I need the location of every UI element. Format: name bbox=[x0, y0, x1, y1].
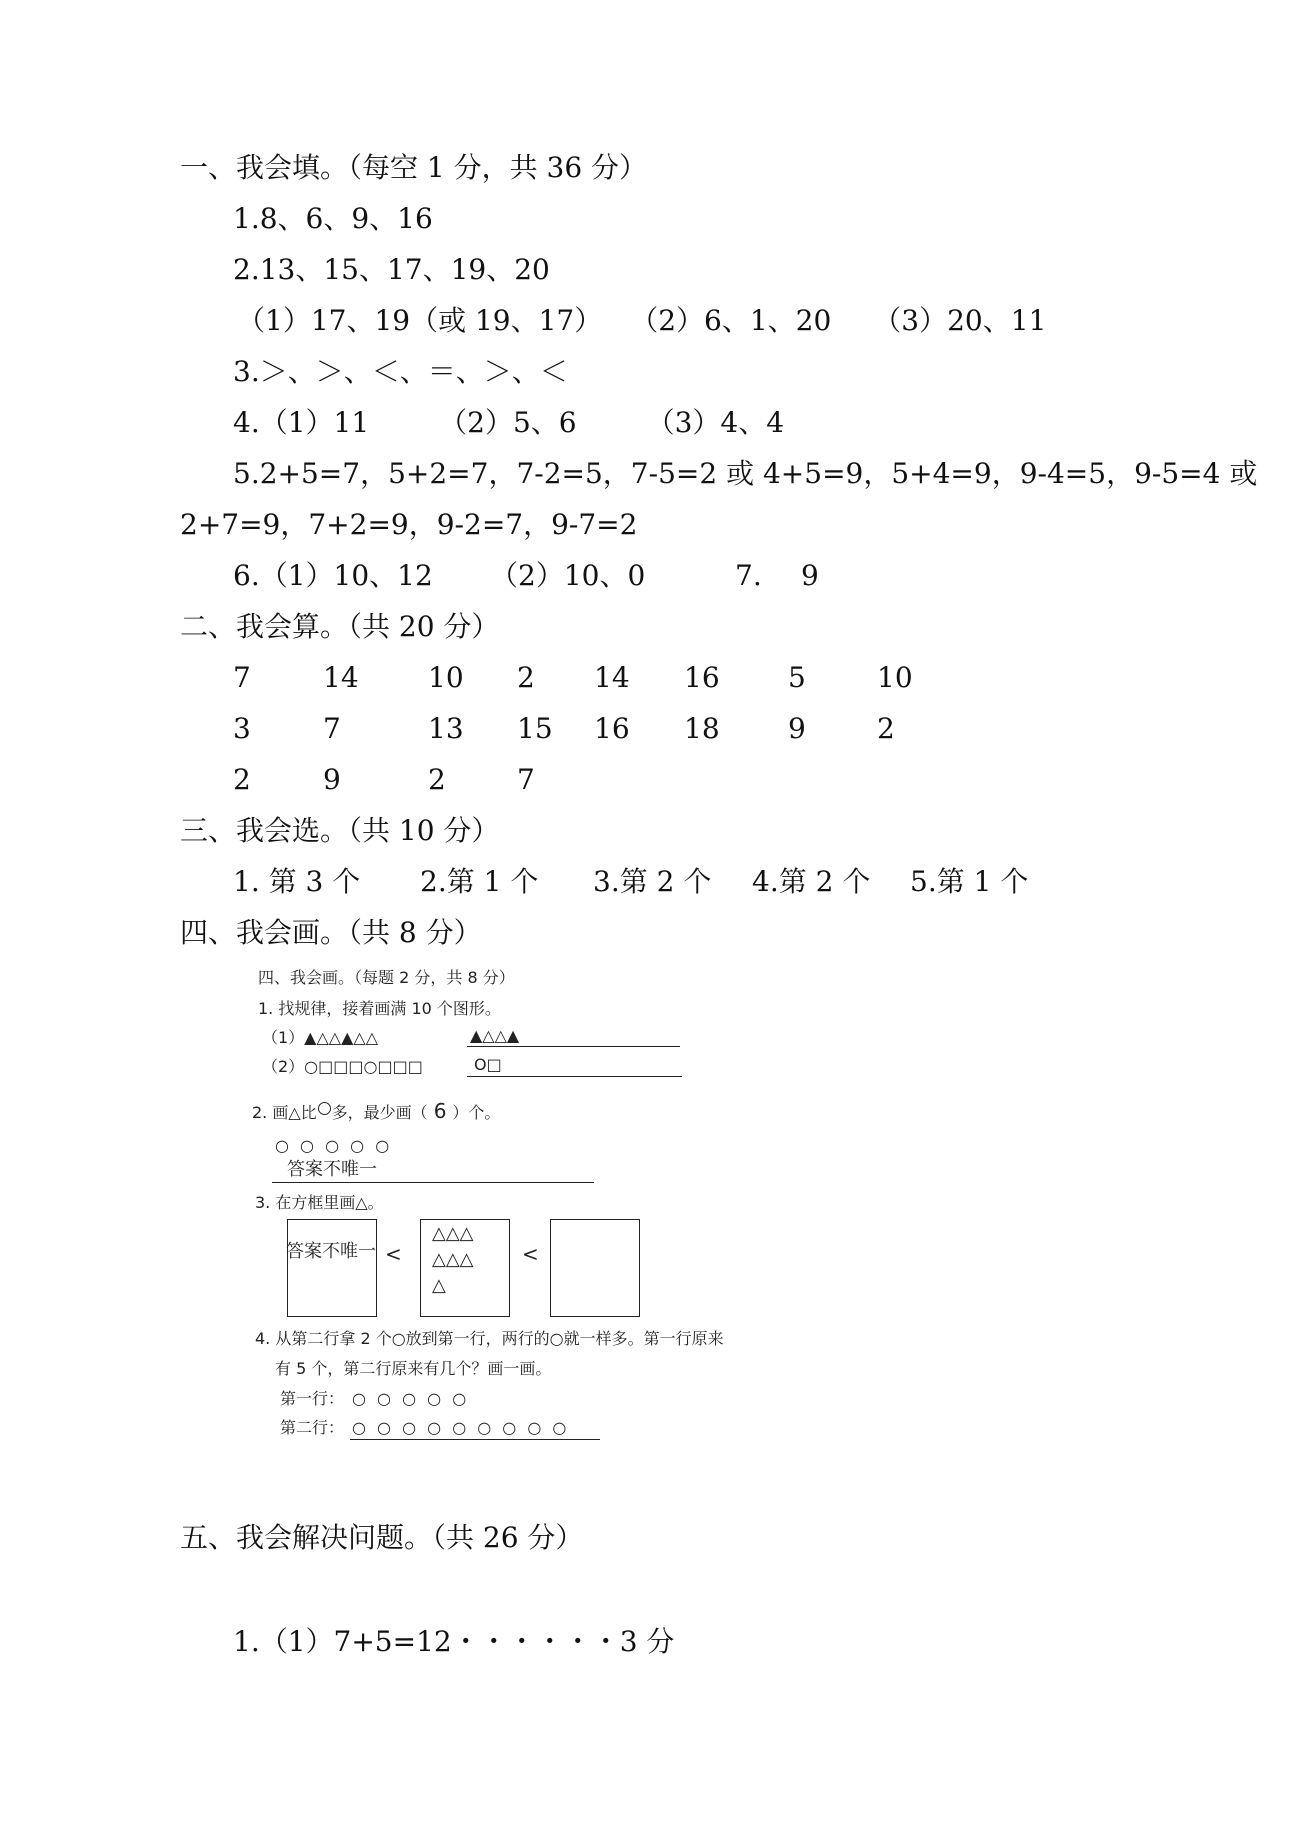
answer-line: 9 bbox=[801, 559, 819, 592]
section-1-title: 一、我会填。（每空 1 分，共 36 分） bbox=[180, 151, 648, 184]
inset-q2-answer: 6 bbox=[433, 1099, 447, 1123]
inset-q1a-answer: ▲△△▲ bbox=[470, 1026, 520, 1045]
calc-answer: 9 bbox=[788, 712, 806, 745]
choice-answer: 2.第 1 个 bbox=[420, 865, 539, 898]
answer-box bbox=[287, 1219, 377, 1317]
answer-line: （1）17、19（或 19、17） （2）6、1、20 （3）20、11 bbox=[237, 304, 1047, 337]
inset-q4-line2: 有 5 个，第二行原来有几个？画一画。 bbox=[275, 1359, 552, 1378]
answer-line: 1.8、6、9、16 bbox=[233, 202, 433, 235]
inset-q4-row2-label: 第二行： bbox=[280, 1418, 345, 1437]
calc-answer: 2 bbox=[877, 712, 895, 745]
choice-answer: 3.第 2 个 bbox=[593, 865, 712, 898]
inset-q2-circles: ○ ○ ○ ○ ○ bbox=[275, 1136, 393, 1155]
section-3-title: 三、我会选。（共 10 分） bbox=[180, 814, 500, 847]
calc-answer: 7 bbox=[323, 712, 341, 745]
inset-q2-pre: 2. 画△比 bbox=[252, 1103, 317, 1122]
inset-q2-mid: 多，最少画（ bbox=[331, 1103, 428, 1122]
circle-icon bbox=[318, 1102, 331, 1115]
choice-answer: 4.第 2 个 bbox=[752, 865, 871, 898]
answer-line: 5.2+5=7，5+2=7，7-2=5，7-5=2 或 4+5=9，5+4=9，9-4=5，9-5=4 或 bbox=[233, 457, 1258, 490]
calc-answer: 16 bbox=[594, 712, 630, 745]
answer-underline bbox=[272, 1182, 594, 1183]
inset-q3: 3. 在方框里画△。 bbox=[255, 1193, 384, 1212]
calc-answer: 9 bbox=[323, 763, 341, 796]
inset-q4-row1-circles: ○ ○ ○ ○ ○ bbox=[352, 1389, 470, 1408]
inset-q1b-label: （2）○□□□○□□□ bbox=[262, 1057, 423, 1076]
section-4-title: 四、我会画。（共 8 分） bbox=[180, 916, 482, 949]
inset-q2-post: ）个。 bbox=[452, 1103, 501, 1122]
calc-answer: 18 bbox=[684, 712, 720, 745]
calc-answer: 2 bbox=[517, 661, 535, 694]
answer-line: 2+7=9，7+2=9，9-2=7，9-7=2 bbox=[180, 508, 638, 541]
answer-line: 1.（1）7+5=12・・・・・・3 分 bbox=[233, 1625, 675, 1658]
inset-q4-row2-circles: ○ ○ ○ ○ ○ ○ ○ ○ ○ bbox=[352, 1418, 570, 1437]
choice-answer: 5.第 1 个 bbox=[910, 865, 1029, 898]
calc-answer: 2 bbox=[233, 763, 251, 796]
calc-answer: 16 bbox=[684, 661, 720, 694]
calc-answer: 7 bbox=[517, 763, 535, 796]
choice-answer: 1. 第 3 个 bbox=[233, 865, 361, 898]
less-than-sign: < bbox=[522, 1242, 539, 1266]
section-2-title: 二、我会算。（共 20 分） bbox=[180, 610, 500, 643]
less-than-sign: < bbox=[385, 1242, 402, 1266]
inset-q1b-answer: O□ bbox=[474, 1055, 502, 1074]
inset-title: 四、我会画。（每题 2 分，共 8 分） bbox=[258, 968, 515, 987]
box-triangles: △ bbox=[432, 1275, 446, 1296]
calc-answer: 14 bbox=[323, 661, 359, 694]
box-triangles: △△△ bbox=[432, 1249, 474, 1270]
inset-q2 bbox=[252, 1101, 500, 1123]
calc-answer: 10 bbox=[877, 661, 913, 694]
inset-q3-box1-note: 答案不唯一 bbox=[286, 1241, 376, 1262]
calc-answer: 7 bbox=[233, 661, 251, 694]
inset-q4-line1: 4. 从第二行拿 2 个○放到第一行，两行的○就一样多。第一行原来 bbox=[255, 1329, 724, 1348]
inset-q1: 1. 找规律，接着画满 10 个图形。 bbox=[258, 999, 501, 1018]
calc-answer: 3 bbox=[233, 712, 251, 745]
answer-line: 6.（1）10、12 bbox=[233, 559, 433, 592]
box-triangles: △△△ bbox=[432, 1223, 474, 1244]
calc-answer: 13 bbox=[428, 712, 464, 745]
calc-answer: 15 bbox=[517, 712, 553, 745]
answer-line: 3.＞、＞、＜、＝、＞、＜ bbox=[233, 355, 568, 388]
calc-answer: 5 bbox=[788, 661, 806, 694]
answer-line: 2.13、15、17、19、20 bbox=[233, 253, 550, 286]
inset-q1a-label: （1）▲△△▲△△ bbox=[262, 1028, 379, 1047]
answer-underline bbox=[467, 1046, 680, 1047]
calc-answer: 14 bbox=[594, 661, 630, 694]
calc-answer: 10 bbox=[428, 661, 464, 694]
answer-underline bbox=[467, 1076, 682, 1077]
answer-line: 7. bbox=[735, 559, 762, 592]
section-5-title: 五、我会解决问题。（共 26 分） bbox=[180, 1521, 584, 1554]
inset-q4-row1-label: 第一行： bbox=[280, 1389, 345, 1408]
answer-box bbox=[550, 1219, 640, 1317]
calc-answer: 2 bbox=[428, 763, 446, 796]
answer-line: （2）10、0 bbox=[490, 559, 646, 592]
answer-underline bbox=[350, 1439, 600, 1440]
answer-line: 4.（1）11 （2）5、6 （3）4、4 bbox=[233, 406, 785, 439]
inset-q2-answer-note: 答案不唯一 bbox=[287, 1159, 377, 1180]
